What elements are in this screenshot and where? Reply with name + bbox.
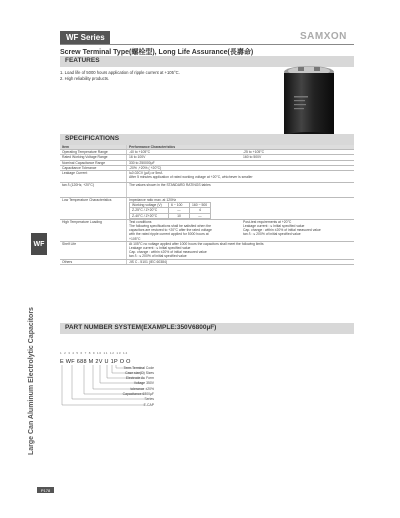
header-performance: Performance Characteristics <box>127 145 355 150</box>
subtable-cell: — <box>190 213 211 218</box>
feature-item-1: 1. Load life of 5000 hours application of ripple current at +105°C. <box>60 70 180 75</box>
header-item: Item <box>60 145 127 150</box>
lowtemp-caption: Impedance ratio max. at 120Hz <box>129 198 177 203</box>
row-value: JIS C - 5101 (IEC 60384) <box>127 259 355 264</box>
row-value: -25 to +105°C <box>241 150 354 155</box>
table-row <box>60 241 354 259</box>
row-value <box>127 241 355 259</box>
shelf-line: Leakage current : ≤ Initial specified value <box>129 246 191 251</box>
part-number-label: Term.Terminal Code <box>123 366 154 370</box>
load-post-line: Leakage current : ≤ Initial specified value <box>243 224 305 229</box>
subtable-cell: 10 <box>169 213 190 218</box>
specifications-heading-bar <box>60 134 354 145</box>
shelf-line: At 105°C no voltage applied after 1000 hours the capacitors shall meet the following limits <box>129 241 264 246</box>
row-value: -20% ,+20% ( +20°C) <box>127 165 355 170</box>
load-post-line: tan δ : ≤ 200% of initial specified value <box>243 232 301 237</box>
row-label: Low Temperature Characteristics <box>60 198 127 220</box>
load-line: The following specifications shall be satisfied when the <box>129 224 211 229</box>
subtable-cell: 160 ~ 500 <box>190 203 211 208</box>
row-label: High Temperature Loading <box>60 219 127 241</box>
capacitor-image <box>280 64 338 144</box>
shelf-line: Cap. change : within ±20% of initial measured value <box>129 250 207 255</box>
part-number-label: Voltage 350V <box>133 381 154 385</box>
row-label: Capacitance Tolerance <box>60 165 127 170</box>
leak-line-1: I≤0.02CV (µA) or 5mA <box>129 171 163 176</box>
part-number-label: Capacitance 6800µF <box>122 392 154 396</box>
row-label: Others <box>60 259 127 264</box>
row-value <box>127 219 242 241</box>
leak-line-2: After 5 minutes application of rated working voltage at +20°C, whichever is smaller <box>129 175 253 180</box>
features-heading: FEATURES <box>65 57 100 64</box>
part-number-label: Case size(D) Sizes <box>125 371 154 375</box>
side-vertical-title <box>12 285 42 455</box>
row-value <box>127 171 355 183</box>
subtable-cell: Working voltage (V) <box>130 203 169 208</box>
row-label: Leakage Current <box>60 171 127 183</box>
subtable-cell: Z-40°C / Z+20°C <box>130 213 169 218</box>
series-label: WF Series <box>66 33 105 42</box>
side-tab-label: WF <box>33 240 45 248</box>
feature-item-2: 2. High reliability products. <box>60 76 110 81</box>
table-row <box>60 198 354 220</box>
subtable-cell: — <box>169 208 190 213</box>
row-label: Shelf Life <box>60 241 127 259</box>
part-number-label: Series <box>144 397 154 401</box>
load-post-line: Post-test requirements at +20°C <box>243 219 292 224</box>
load-post-line: Cap. change : within ±20% of initial measured value <box>243 228 321 233</box>
row-value: 160 to 500V <box>241 155 354 160</box>
row-value: 330 to 250000µF <box>127 160 355 165</box>
row-label: Nominal Capacitance Range <box>60 160 127 165</box>
subtable-cell: Z-25°C / Z+20°C <box>130 208 169 213</box>
series-tab <box>60 31 110 44</box>
row-value: 16 to 100V <box>127 155 242 160</box>
part-number-code: E WF 688 M 2V U 1P O O <box>60 359 131 365</box>
table-row <box>60 183 354 198</box>
table-row <box>60 219 354 241</box>
subtable-cell: 6 ~ 100 <box>169 203 190 208</box>
row-value: The values shown in the STANDARD RATINGS tables <box>127 183 355 198</box>
row-value <box>241 219 354 241</box>
shelf-line: tan δ : ≤ 200% of initial specified value <box>129 254 187 259</box>
load-line: Test conditions <box>129 219 152 224</box>
part-number-label: E-CAP <box>143 403 154 407</box>
table-row <box>60 259 354 264</box>
page-number: P178 <box>37 487 54 493</box>
lowtemp-subtable <box>129 202 211 219</box>
part-number-label: tolerance ±20% <box>130 387 154 391</box>
specifications-table <box>60 145 354 265</box>
page-subtitle: Screw Terminal Type(螺栓型), Long Life Assurance(長壽命) <box>60 49 254 56</box>
specifications-heading: SPECIFICATIONS <box>65 135 120 142</box>
side-section-tab <box>31 233 47 255</box>
row-value: -40 to +105°C <box>127 150 242 155</box>
brand-logo: SAMXON <box>300 31 347 42</box>
row-label: Operating Temperature Range <box>60 150 127 155</box>
part-number-heading-bar <box>60 323 354 334</box>
part-number-heading: PART NUMBER SYSTEM(EXAMPLE:350V6800µF) <box>65 324 217 331</box>
part-number-indices: 1 2 3 4 5 6 7 8 9 10 11 12 13 14 <box>60 351 128 355</box>
row-value <box>127 198 355 220</box>
side-vertical-text: Large Can Aluminum Electrolytic Capacitors <box>28 307 35 455</box>
header-divider <box>60 44 354 45</box>
row-label: tan δ (120Hz, +20°C) <box>60 183 127 198</box>
subtable-cell: 4 <box>190 208 211 213</box>
load-line: with the rated ripple current applied for 5000 hours at <box>129 232 209 237</box>
load-line: capacitors are restored to +20°C after the rated voltage <box>129 228 212 233</box>
part-number-label: Electrode Au Form <box>125 376 154 380</box>
load-line: +105°C <box>129 236 141 241</box>
row-label: Rated Working Voltage Range <box>60 155 127 160</box>
table-row <box>60 171 354 183</box>
